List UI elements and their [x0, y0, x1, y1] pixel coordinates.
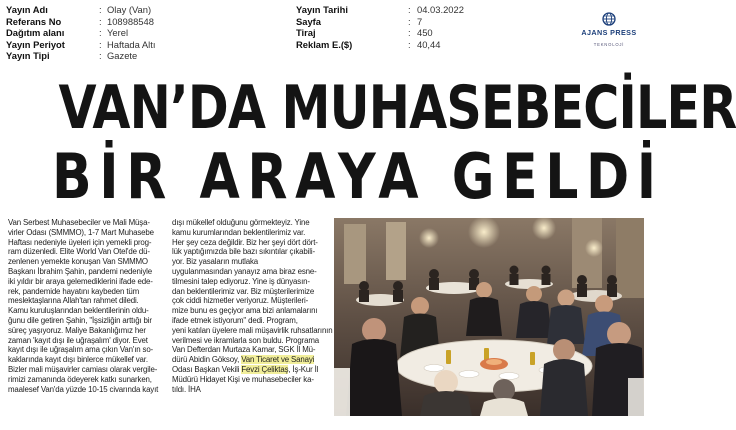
article-line: uygulanmasından yanayız ama biraz esne- [172, 266, 317, 276]
publication-meta: Yayın Adı : Olay (Van) Referans No : 108988548 Dağıtım alanı : Yerel Yayın Periyot : Haftada Altı Yayın Tipi : Gazete Yayın Tarihi : 04.03.2022 Sayfa : 7 Tiraj : 450 Reklam E.($) : 40,44 AJANS PRESS TEKNOLOJİ [6, 4, 642, 62]
article-line: dışı mükellef olduğunu görmekteyiz. Yine [172, 218, 310, 227]
meta-key: Yayın Periyot [6, 38, 65, 50]
globe-icon [602, 12, 616, 26]
article-line [172, 365, 330, 375]
article-line: rek, pandemide hayatını kaybeden tüm [8, 286, 140, 296]
article-column-1 [8, 218, 168, 394]
article-line: kamu kurumlarından beklentilerimiz var. [172, 227, 306, 237]
meta-value: Olay (Van) [107, 4, 152, 15]
logo-tagline: TEKNOLOJİ [593, 41, 625, 47]
meta-key: Sayfa [296, 15, 322, 27]
event-photo [334, 218, 644, 416]
meta-key: Tiraj [296, 27, 316, 39]
article-text: Odası Başkan Vekili [172, 364, 240, 374]
meta-value: Gazete [107, 50, 138, 62]
article-line: meslektaşlarına Allah'tan rahmet diledi. [8, 296, 139, 306]
meta-value: 7 [417, 15, 423, 27]
article-line: lük yaptığımızda bile bazı sıkıntılar çıkabili- [172, 247, 315, 257]
meta-key: Yayın Tarihi [296, 4, 348, 15]
meta-value: 450 [417, 27, 433, 39]
meta-value: Haftada Altı [107, 38, 156, 50]
article-line: tilmesini talep ediyoruz. Yine iş dünyasın- [172, 276, 310, 286]
article-line: ifade etmek istiyorum" dedi. Program, [172, 315, 298, 325]
meta-key: Reklam E.($) [296, 38, 353, 50]
highlighted-text: Van Ticaret ve Sanayi [241, 355, 315, 365]
article-line: maalesef Van'da yüzde 10-15 civarında kayıt [8, 384, 159, 394]
article-line: mize bunu es geçiyor ama bizi anlamalarını [172, 306, 318, 316]
meta-key: Yayın Tipi [6, 50, 50, 62]
article-line: kaklarında kayıt dışı binlerce mükellef var. [8, 355, 148, 365]
article-line: Her şey ceza değildir. Biz her şeyi dört dört- [172, 237, 318, 247]
article-line: rimizi zamanında ödeyerek katkı sunarken, [8, 374, 152, 384]
highlighted-text: Fevzi Çeliktaş [241, 364, 289, 374]
article-line: Haftası nedeniyle üyeleri için yemekli prog- [8, 237, 152, 247]
article-line: Van Serbest Muhasebeciler ve Mali Müşa- [8, 218, 150, 227]
article-line [172, 355, 330, 365]
article-line: dan beklentilerimiz var. Biz müşterilerimize [172, 286, 315, 296]
article-line: Müdürü Hidayet Kişi ve muhasebeciler ka- [172, 374, 314, 384]
article-line: ram düzenledi. Elite World Van Otel'de dü- [8, 247, 150, 257]
article-line: verilmesi ve ikramlarla son buldu. Programa [172, 335, 320, 345]
article-line: ğunu dile getiren Şahin, "İşsizliğin arttığı bir [8, 315, 152, 325]
article-text: , İş-Kur İl [288, 364, 319, 374]
article-line: Kamu kuruluşlarından beklentilerinin oldu- [8, 306, 149, 316]
dinner-scene-image [334, 218, 644, 416]
article-line: Van Defterdarı Murtaza Kamar, SGK İl Mü- [172, 345, 316, 355]
article-line: tıldı. İHA [172, 384, 201, 394]
meta-key: Referans No [6, 15, 62, 27]
logo-brand: AJANS PRESS [581, 28, 637, 37]
article-line: çok ciddi hizmetler veriyoruz. Müşterileri- [172, 296, 309, 306]
article-line: yor. Biz yasaların mutlaka [172, 257, 259, 267]
article-line: kayıt dışı ile uğraşalım ama çıkın Van'ın so- [8, 345, 154, 355]
article-column-2 [172, 218, 333, 394]
meta-value: Yerel [107, 27, 129, 39]
meta-key: Dağıtım alanı [6, 27, 65, 39]
article-line: iki yıldır bir araya gelemediklerini ifade ede- [8, 276, 153, 286]
article-line: süreç yaşıyoruz. Maliye Bakanlığımız her [8, 325, 146, 335]
article-line: virler Odası (SMMMO), 1-7 Mart Muhasebe [8, 227, 154, 237]
article-text: dürü Abidin Göksoy, [172, 355, 240, 365]
meta-value: 108988548 [107, 15, 154, 27]
meta-value: 40,44 [417, 38, 441, 50]
meta-value: 04.03.2022 [417, 4, 464, 15]
headline-line-2: BİR ARAYA GELDİ [52, 140, 664, 213]
article-line: zenlenen yemekte konuşan Van SMMMO [8, 257, 148, 267]
meta-key: Yayın Adı [6, 4, 48, 15]
article-line: zaman 'kayıt dışı ile uğraşalım' diyor. Evet [8, 335, 148, 345]
article-line: yeni katılan üyelere mali müşavirlik ruhsatlarının [172, 325, 333, 335]
ajans-press-logo [576, 12, 642, 47]
article-line: Bizler mali müşavirler camiası olarak vergile- [8, 364, 158, 374]
article-line: Başkanı İbrahim Şahin, pandemi nedeniyle [8, 266, 153, 276]
headline-line-1: VAN’DA MUHASEBECİLER [58, 73, 736, 143]
